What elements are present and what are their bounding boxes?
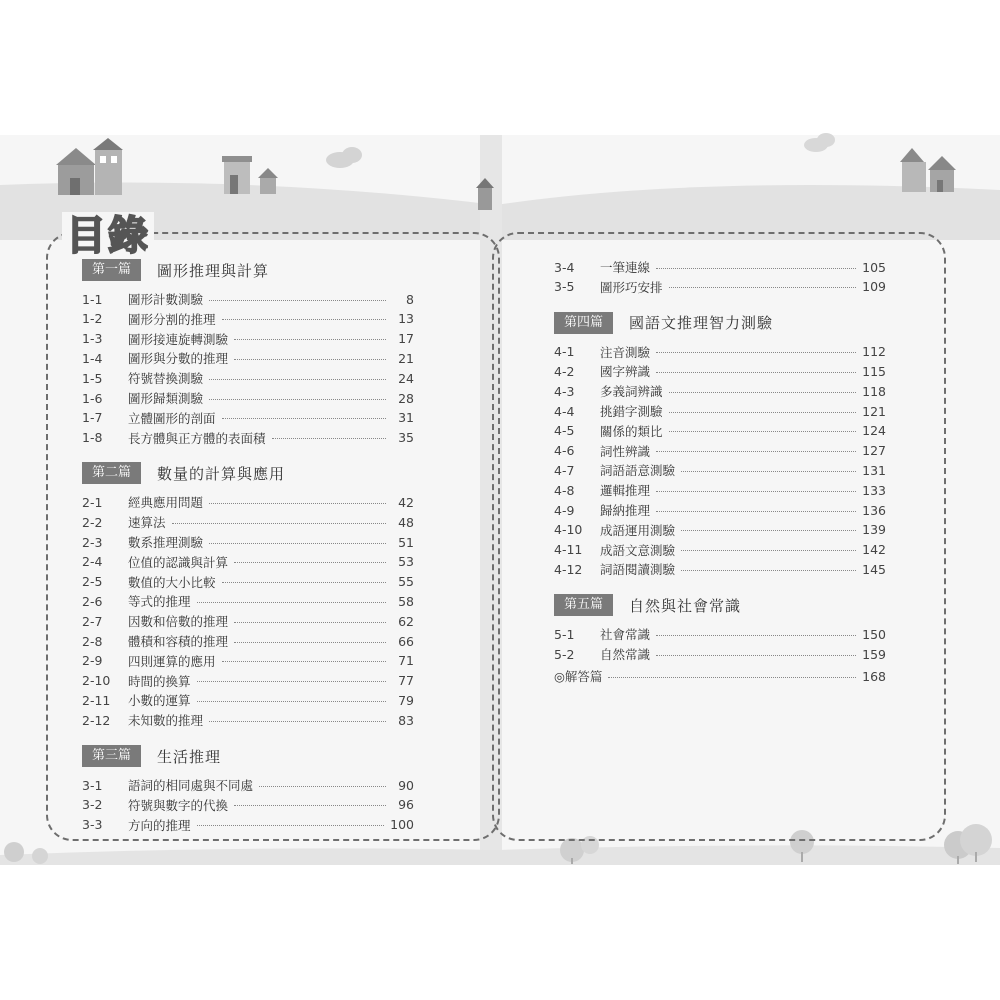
entry-number: 4-3 (554, 383, 575, 399)
house-icon (258, 168, 278, 194)
entry-number: 2-4 (82, 554, 103, 570)
entry-page: 136 (862, 502, 886, 518)
page-title: 目錄 (62, 212, 154, 260)
toc-entry[interactable] (554, 461, 886, 479)
entry-title: 經典應用問題 (128, 495, 204, 511)
entry-title: 語詞的相同處與不同處 (128, 778, 254, 793)
entry-title: 挑錯字測驗 (600, 404, 663, 419)
entry-page: 127 (862, 443, 886, 459)
house-icon (93, 138, 123, 195)
entry-number: 4-4 (554, 403, 575, 419)
entry-page: 13 (398, 311, 414, 327)
entry-title: 長方體與正方體的表面積 (128, 430, 266, 446)
entry-number: 3-5 (554, 279, 575, 295)
section-badge: 第二篇 (82, 462, 141, 484)
entry-title: 成語文意測驗 (600, 542, 676, 558)
entry-number: 1-3 (82, 331, 103, 347)
leader-dots (656, 511, 856, 512)
entry-title: 圖形接連旋轉測驗 (128, 331, 229, 347)
leader-dots (234, 642, 386, 643)
entry-title: 關係的類比 (600, 423, 663, 439)
entry-title: 圖形巧安排 (600, 279, 663, 295)
leader-dots (681, 471, 856, 472)
toc-entry[interactable] (82, 429, 414, 447)
entry-page: 48 (398, 514, 414, 530)
toc-entry[interactable] (554, 422, 886, 440)
leader-dots (209, 399, 386, 400)
section-header (82, 259, 269, 281)
entry-page: 131 (862, 462, 886, 478)
section-header (554, 594, 741, 616)
entry-title: 歸納推理 (600, 503, 651, 518)
entry-page: 8 (406, 291, 414, 307)
section-title: 國語文推理智力測驗 (629, 314, 774, 333)
entry-title: 四則運算的應用 (128, 653, 216, 669)
toc-entry[interactable] (554, 402, 886, 420)
entry-number: 1-8 (82, 430, 103, 446)
entry-number: 2-3 (82, 534, 103, 550)
section-title: 圖形推理與計算 (157, 261, 270, 280)
toc-entry[interactable] (82, 330, 414, 348)
entry-page: 42 (398, 494, 414, 510)
answers-entry[interactable] (554, 667, 886, 685)
entry-page: 105 (862, 259, 886, 275)
entry-page: 112 (862, 344, 886, 360)
leader-dots (669, 431, 857, 432)
entry-number: 3-4 (554, 259, 575, 275)
section-header (82, 462, 285, 484)
entry-number: 1-4 (82, 350, 103, 366)
entry-page: 51 (398, 534, 414, 550)
entry-page: 66 (398, 633, 414, 649)
entry-page: 100 (390, 817, 414, 833)
section-title: 自然與社會常識 (629, 596, 742, 615)
entry-title: 國字辨識 (600, 364, 651, 380)
leader-dots (209, 543, 386, 544)
leader-dots (656, 372, 856, 373)
leader-dots (234, 562, 386, 563)
entry-title: 速算法 (128, 515, 166, 531)
toc-entry[interactable] (82, 493, 414, 511)
cloud-icon (326, 147, 362, 168)
entry-number: 2-8 (82, 633, 103, 649)
entry-page: 35 (398, 430, 414, 446)
entry-page: 31 (398, 410, 414, 426)
entry-page: 55 (398, 574, 414, 590)
tree-icon (4, 842, 24, 862)
entry-title: 詞語語意測驗 (600, 463, 676, 479)
leader-dots (656, 491, 856, 492)
toc-entry[interactable] (82, 672, 414, 690)
toc-entry[interactable] (554, 625, 886, 643)
leader-dots (681, 570, 856, 571)
toc-entry[interactable] (82, 513, 414, 531)
leader-dots (222, 418, 386, 419)
house-icon (900, 148, 926, 192)
entry-page: 79 (398, 692, 414, 708)
toc-entry[interactable] (82, 349, 414, 367)
entry-page: 53 (398, 554, 414, 570)
entry-number: 4-8 (554, 482, 575, 498)
toc-entry[interactable] (554, 362, 886, 380)
toc-entry[interactable] (554, 521, 886, 539)
entry-title: 立體圖形的剖面 (128, 410, 216, 426)
entry-number: 2-11 (82, 692, 111, 708)
toc-entry[interactable] (82, 632, 414, 650)
house-icon (222, 156, 252, 194)
entry-page: 24 (398, 370, 414, 386)
leader-dots (681, 530, 856, 531)
toc-entry[interactable] (554, 541, 886, 559)
entry-page: 83 (398, 712, 414, 728)
entry-title: 因數和倍數的推理 (128, 614, 229, 630)
toc-entry[interactable] (554, 501, 886, 519)
entry-title: 詞語閱讀測驗 (600, 562, 676, 578)
entry-page: 115 (862, 363, 886, 379)
toc-entry[interactable] (82, 369, 414, 387)
entry-page: 142 (862, 542, 886, 558)
entry-title: 一筆連線 (600, 260, 651, 275)
entry-title: 圖形計數測驗 (128, 292, 204, 307)
leader-dots (234, 622, 386, 623)
entry-number: 2-10 (82, 673, 111, 689)
entry-title: 成語運用測驗 (600, 522, 676, 538)
entry-title: 時間的換算 (128, 673, 191, 689)
entry-number: 2-2 (82, 514, 103, 530)
leader-dots (669, 287, 857, 288)
leader-dots (234, 359, 386, 360)
leader-dots (209, 300, 386, 301)
leader-dots (669, 392, 857, 393)
toc-entry[interactable] (82, 310, 414, 328)
entry-number: 4-2 (554, 363, 575, 379)
entry-title: 體積和容積的推理 (128, 634, 229, 649)
ground-shape (0, 848, 496, 865)
leader-dots (222, 582, 386, 583)
entry-page: 124 (862, 423, 886, 439)
entry-number: 1-5 (82, 370, 103, 386)
toc-entry[interactable] (82, 711, 414, 729)
entry-title: 圖形與分數的推理 (128, 351, 229, 367)
leader-dots (234, 805, 386, 806)
answers-label: ◎解答篇 (554, 669, 603, 684)
section-header (554, 312, 773, 334)
leader-dots (656, 352, 856, 353)
leader-dots (197, 681, 386, 682)
entry-number: 4-11 (554, 542, 583, 558)
leader-dots (656, 268, 856, 269)
toc-entry[interactable] (82, 796, 414, 814)
entry-page: 121 (862, 403, 886, 419)
entry-page: 21 (398, 350, 414, 366)
entry-title: 圖形歸類測驗 (128, 391, 204, 406)
leader-dots (259, 786, 386, 787)
entry-page: 77 (398, 673, 414, 689)
toc-entry[interactable] (554, 343, 886, 361)
entry-title: 符號替換測驗 (128, 371, 204, 387)
entry-title: 注音測驗 (600, 344, 651, 360)
toc-entry[interactable] (554, 645, 886, 663)
toc-entry[interactable] (554, 442, 886, 460)
entry-page: 17 (398, 331, 414, 347)
entry-page: 90 (398, 777, 414, 793)
entry-page: 118 (862, 383, 886, 399)
leader-dots (234, 339, 386, 340)
entry-number: 2-9 (82, 653, 103, 669)
entry-page: 133 (862, 482, 886, 498)
entry-number: 5-1 (554, 626, 575, 642)
toc-entry[interactable] (82, 409, 414, 427)
entry-number: 1-1 (82, 291, 103, 307)
entry-title: 數值的大小比較 (128, 574, 216, 590)
answers-page: 168 (862, 668, 886, 684)
entry-title: 未知數的推理 (128, 713, 204, 729)
house-icon (928, 156, 956, 192)
entry-number: 4-9 (554, 502, 575, 518)
leader-dots (197, 825, 385, 826)
entry-page: 71 (398, 653, 414, 669)
section-title: 生活推理 (157, 747, 222, 766)
entry-page: 96 (398, 797, 414, 813)
entry-number: 4-6 (554, 443, 575, 459)
leader-dots (656, 635, 856, 636)
entry-title: 方向的推理 (128, 817, 191, 833)
entry-number: 5-2 (554, 646, 575, 662)
entry-title: 等式的推理 (128, 594, 191, 610)
entry-number: 4-7 (554, 462, 575, 478)
entry-page: 139 (862, 522, 886, 538)
leader-dots (272, 438, 386, 439)
entry-number: 3-3 (82, 817, 103, 833)
house-icon (56, 148, 96, 195)
entry-number: 3-2 (82, 797, 103, 813)
entry-number: 2-1 (82, 494, 103, 510)
toc-entry[interactable] (554, 258, 886, 276)
entry-number: 2-12 (82, 712, 111, 728)
entry-page: 159 (862, 646, 886, 662)
entry-title: 詞性辨識 (600, 443, 651, 459)
leader-dots (197, 701, 386, 702)
leader-dots (656, 451, 856, 452)
entry-number: 4-10 (554, 522, 583, 538)
leader-dots (669, 412, 857, 413)
section-header (82, 745, 221, 767)
entry-title: 邏輯推理 (600, 483, 651, 499)
entry-page: 58 (398, 593, 414, 609)
toc-entry[interactable] (82, 389, 414, 407)
leader-dots (209, 503, 386, 504)
toc-entry[interactable] (82, 592, 414, 610)
leader-dots (197, 602, 386, 603)
entry-title: 圖形分割的推理 (128, 311, 216, 327)
entry-number: 4-5 (554, 423, 575, 439)
section-badge: 第四篇 (554, 312, 613, 334)
entry-number: 2-6 (82, 593, 103, 609)
toc-entry[interactable] (82, 612, 414, 630)
entry-number: 4-1 (554, 344, 575, 360)
leader-dots (172, 523, 386, 524)
entry-title: 自然常識 (600, 647, 651, 662)
section-badge: 第五篇 (554, 594, 613, 616)
section-badge: 第一篇 (82, 259, 141, 281)
toc-entry[interactable] (554, 278, 886, 296)
toc-entry[interactable] (82, 553, 414, 571)
entry-page: 145 (862, 561, 886, 577)
entry-number: 1-7 (82, 410, 103, 426)
toc-entry[interactable] (82, 652, 414, 670)
toc-entry[interactable] (82, 290, 414, 308)
section-title: 數量的計算與應用 (157, 464, 286, 483)
entry-number: 4-12 (554, 561, 583, 577)
leader-dots (608, 677, 856, 678)
leader-dots (222, 661, 386, 662)
leader-dots (209, 379, 386, 380)
cloud-icon (804, 133, 835, 152)
entry-number: 1-6 (82, 390, 103, 406)
toc-entry[interactable] (82, 816, 414, 834)
entry-title: 多義詞辨識 (600, 384, 663, 400)
toc-entry[interactable] (82, 573, 414, 591)
entry-page: 28 (398, 390, 414, 406)
entry-number: 1-2 (82, 311, 103, 327)
toc-entry[interactable] (554, 560, 886, 578)
toc-entry[interactable] (82, 691, 414, 709)
toc-entry[interactable] (82, 533, 414, 551)
leader-dots (222, 319, 386, 320)
toc-entry[interactable] (554, 382, 886, 400)
entry-title: 小數的運算 (128, 693, 191, 709)
entry-title: 位值的認識與計算 (128, 554, 229, 570)
entry-page: 109 (862, 279, 886, 295)
entry-title: 數系推理測驗 (128, 535, 204, 550)
entry-page: 62 (398, 613, 414, 629)
entry-title: 社會常識 (600, 627, 651, 643)
leader-dots (681, 550, 856, 551)
tree-icon (32, 848, 48, 864)
section-badge: 第三篇 (82, 745, 141, 767)
entry-page: 150 (862, 626, 886, 642)
leader-dots (656, 655, 856, 656)
entry-number: 3-1 (82, 777, 103, 793)
toc-entry[interactable] (554, 481, 886, 499)
entry-title: 符號與數字的代換 (128, 797, 229, 813)
entry-number: 2-5 (82, 574, 103, 590)
toc-entry[interactable] (82, 776, 414, 794)
leader-dots (209, 721, 386, 722)
entry-number: 2-7 (82, 613, 103, 629)
